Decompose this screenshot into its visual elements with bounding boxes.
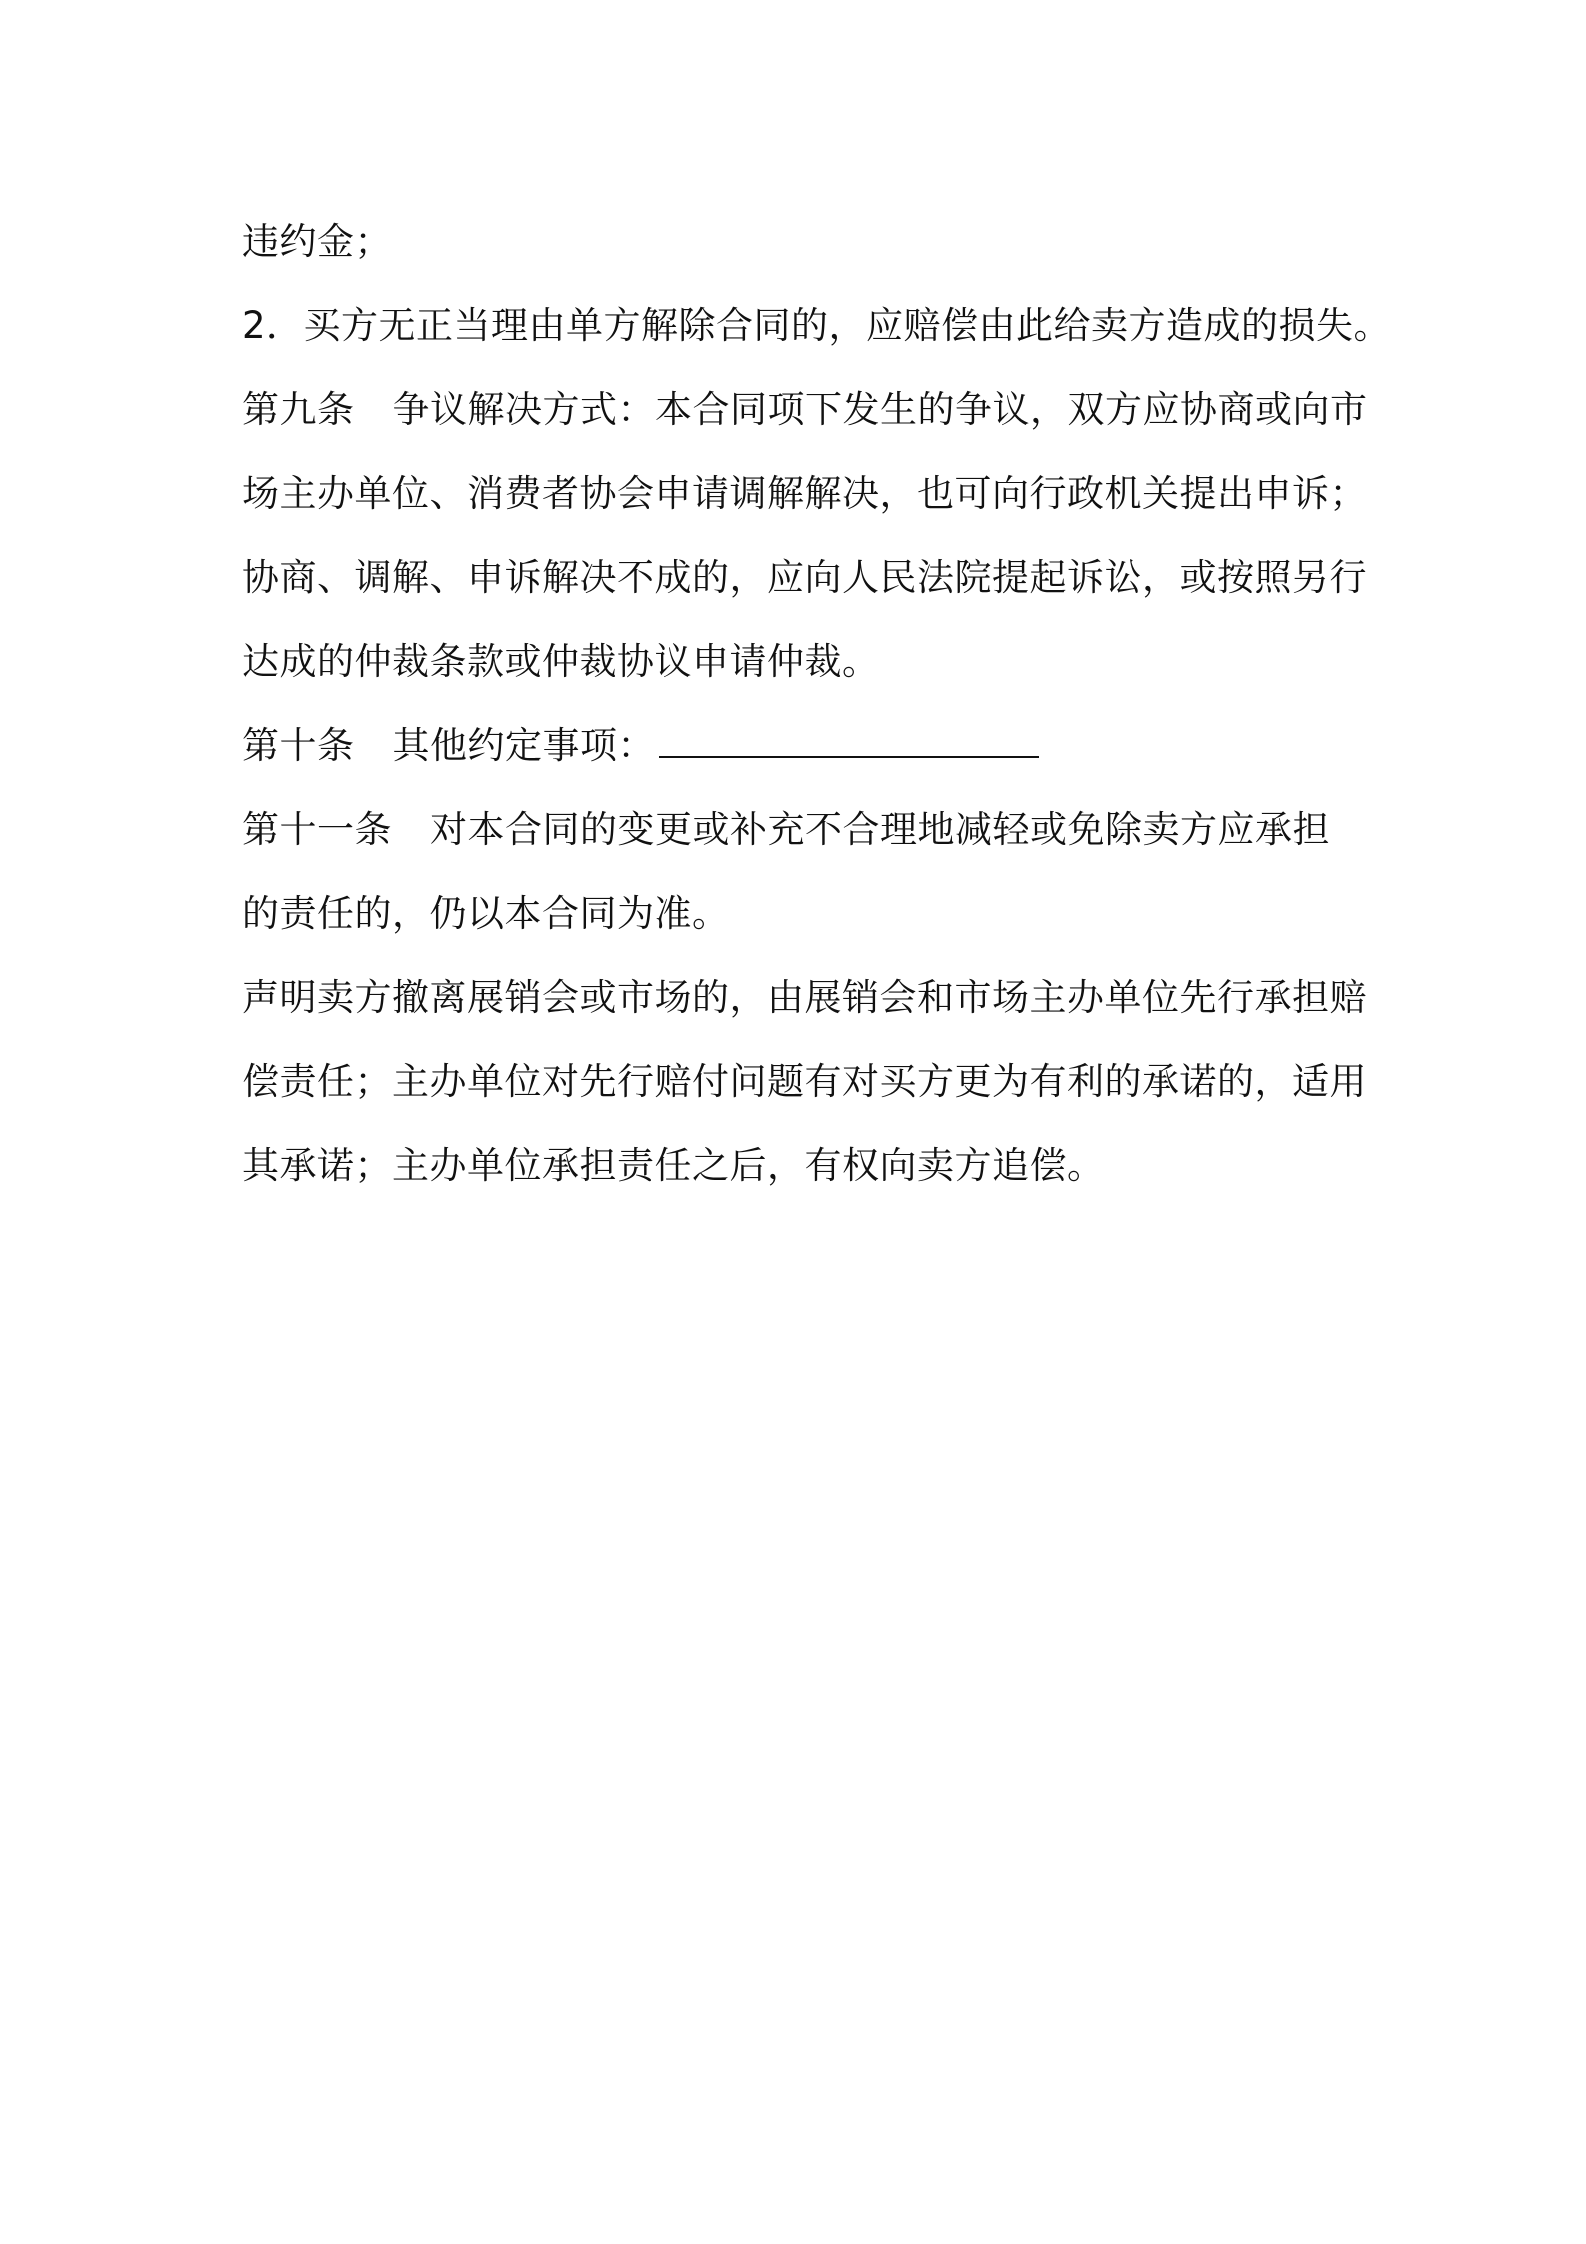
article-9-text: 争议解决方式：本合同项下发生的争议，双方应协商或向市 — [392, 388, 1368, 431]
text-line-2: 2．买方无正当理由单方解除合同的，应赔偿由此给卖方造成的损失。 — [242, 304, 1392, 347]
article-10-line — [242, 704, 1382, 788]
text-line-12: 其承诺；主办单位承担责任之后，有权向卖方追偿。 — [242, 1144, 1105, 1187]
article-10-text: 其他约定事项： — [392, 724, 655, 767]
article-9-label: 第九条 — [242, 388, 355, 431]
text-line-9: 的责任的，仍以本合同为准。 — [242, 892, 730, 935]
text-line-4: 场主办单位、消费者协会申请调解解决，也可向行政机关提出申诉； — [242, 472, 1367, 515]
text-line-5: 协商、调解、申诉解决不成的，应向人民法院提起诉讼，或按照另行 — [242, 556, 1367, 599]
text-line-11: 偿责任；主办单位对先行赔付问题有对买方更为有利的承诺的，适用 — [242, 1060, 1367, 1103]
fill-in-blank[interactable] — [659, 714, 1039, 758]
text-line-10: 声明卖方撤离展销会或市场的，由展销会和市场主办单位先行承担赔 — [242, 976, 1367, 1019]
text-line-1: 违约金； — [242, 220, 392, 263]
article-11-label: 第十一条 — [242, 808, 392, 851]
article-10-label: 第十条 — [242, 724, 355, 767]
article-11-text: 对本合同的变更或补充不合理地减轻或免除卖方应承担 — [430, 808, 1330, 851]
text-line-6: 达成的仲裁条款或仲裁协议申请仲裁。 — [242, 640, 880, 683]
article-9-first-line — [242, 368, 1382, 452]
article-11-first-line — [242, 788, 1382, 872]
document-body — [242, 200, 1392, 1208]
